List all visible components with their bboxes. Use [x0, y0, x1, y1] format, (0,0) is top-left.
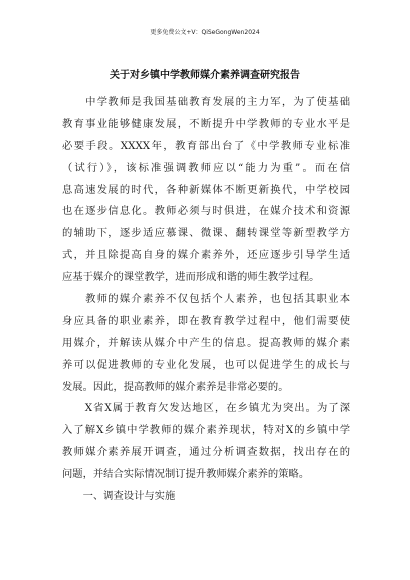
- body-line: （试行）》，该标准强调教师应以“能力为重”。而在信: [62, 161, 350, 174]
- body-line: 应基于媒介的课堂教学，进而形成和谐的师生教学过程。: [62, 271, 320, 284]
- body-line: 教师媒介素养展开调查，通过分析调查数据，找出存在的: [62, 446, 350, 459]
- body-line: 必要手段。XXXX年，教育部出台了《中学教师专业标准: [62, 139, 350, 152]
- body-line: X省X属于教育欠发达地区，在乡镇尤为突出。为了深: [62, 402, 350, 415]
- body-line: 问题，并结合实际情况制订提升教师媒介素养的策略。: [62, 468, 310, 481]
- body-line: 用媒介，并解读从媒介中产生的信息。提高教师的媒介素: [62, 336, 350, 349]
- body-line: 的辅助下，逐步适应慕课、微课、翻转课堂等新型教学方: [62, 227, 350, 240]
- body-line: 养可以促进教师的专业化发展，也可以促进学生的成长与: [62, 358, 350, 371]
- document-title: 关于对乡镇中学教师媒介素养调查研究报告: [110, 70, 300, 81]
- body-line: 教师的媒介素养不仅包括个人素养，也包括其职业本: [62, 293, 350, 306]
- body-line: 中学教师是我国基础教育发展的主力军，为了使基础: [62, 96, 350, 108]
- promo-header-note: 更多免费公文+V：QiSeGongWen2024: [150, 29, 260, 36]
- body-line: 入了解X乡镇中学教师的媒介素养现状，特对X的乡镇中学: [62, 424, 350, 437]
- body-line: 教育事业能够健康发展，不断提升中学教师的专业水平是: [62, 117, 350, 130]
- body-line: 息高速发展的时代，各种新媒体不断更新换代，中学校园: [62, 183, 350, 196]
- section-heading: 一、调查设计与实施: [62, 490, 176, 503]
- body-line: 式，并且除提高自身的媒介素养外，还应逐步引导学生适: [62, 249, 350, 262]
- body-line: 身应具备的职业素养，即在教育教学过程中，他们需要使: [62, 314, 350, 327]
- body-line: 发展。因此，提高教师的媒介素养是非常必要的。: [62, 380, 289, 393]
- body-line: 也在逐步信息化。教师必须与时俱进，在媒介技术和资源: [62, 205, 350, 218]
- document-body: [62, 92, 350, 508]
